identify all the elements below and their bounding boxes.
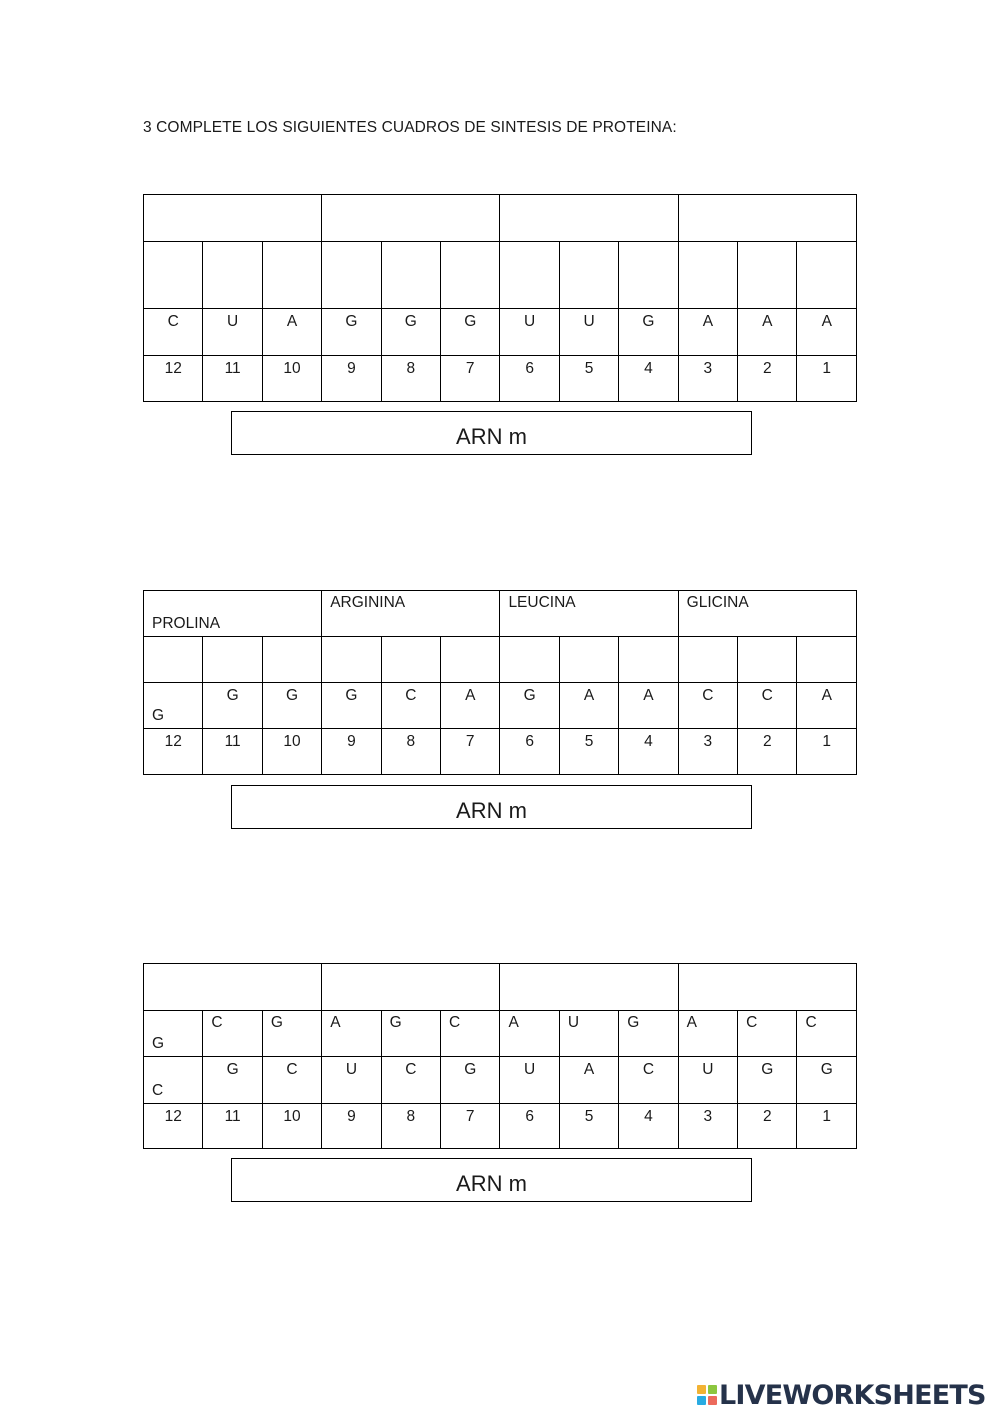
position-number-cell: 3 [678, 1104, 737, 1149]
amino-acid-cell: LEUCINA [500, 591, 678, 637]
logo-tile [697, 1385, 706, 1394]
base-cell: U [559, 309, 618, 356]
base-cell: C [381, 683, 440, 729]
base-cell: G [322, 683, 381, 729]
position-number-cell: 4 [619, 1104, 678, 1149]
position-number-cell: 4 [619, 729, 678, 775]
base-cell: G [322, 309, 381, 356]
base-cell: C [678, 683, 737, 729]
arn-m-label-box: ARN m [231, 1158, 752, 1202]
position-number-cell: 5 [559, 356, 618, 402]
amino-acid-cell: PROLINA [144, 591, 322, 637]
base-cell: A [678, 1011, 737, 1057]
base-cell: G [144, 683, 203, 729]
base-cell[interactable] [441, 242, 500, 309]
position-number-cell: 8 [381, 356, 440, 402]
base-cell: U [559, 1011, 618, 1057]
base-cell[interactable] [738, 242, 797, 309]
base-cell: G [738, 1057, 797, 1104]
amino-acid-cell[interactable] [322, 195, 500, 242]
base-cell: C [144, 1057, 203, 1104]
position-number-cell: 1 [797, 356, 857, 402]
base-cell: A [500, 1011, 559, 1057]
base-cell: C [203, 1011, 262, 1057]
base-cell: G [441, 1057, 500, 1104]
position-number-cell: 11 [203, 356, 262, 402]
position-number-cell: 2 [738, 729, 797, 775]
base-cell[interactable] [144, 242, 203, 309]
base-cell: G [797, 1057, 857, 1104]
base-cell: C [381, 1057, 440, 1104]
base-cell[interactable] [203, 242, 262, 309]
protein-synthesis-table-1 [143, 194, 857, 402]
position-number-cell: 3 [678, 356, 737, 402]
base-cell[interactable] [797, 637, 857, 683]
position-number-cell: 9 [322, 729, 381, 775]
base-cell: G [381, 1011, 440, 1057]
base-cell: G [619, 1011, 678, 1057]
position-number-cell: 12 [144, 1104, 203, 1149]
position-number-cell: 5 [559, 729, 618, 775]
protein-synthesis-table-3 [143, 963, 857, 1149]
base-cell: A [797, 683, 857, 729]
base-cell[interactable] [559, 637, 618, 683]
base-cell: A [797, 309, 857, 356]
base-cell[interactable] [678, 242, 737, 309]
position-number-cell: 7 [441, 729, 500, 775]
amino-acid-cell: ARGININA [322, 591, 500, 637]
base-cell: A [619, 683, 678, 729]
position-number-cell: 9 [322, 1104, 381, 1149]
position-number-cell: 1 [797, 729, 857, 775]
base-cell: G [619, 309, 678, 356]
base-cell: C [738, 683, 797, 729]
logo-tile [708, 1396, 717, 1405]
position-number-cell: 4 [619, 356, 678, 402]
base-cell: G [203, 683, 262, 729]
base-cell[interactable] [500, 242, 559, 309]
position-number-cell: 7 [441, 1104, 500, 1149]
logo-tile [708, 1385, 717, 1394]
position-number-cell: 6 [500, 1104, 559, 1149]
arn-m-label-box: ARN m [231, 785, 752, 829]
base-cell: C [441, 1011, 500, 1057]
position-number-cell: 8 [381, 729, 440, 775]
base-cell: G [441, 309, 500, 356]
base-cell[interactable] [619, 242, 678, 309]
position-number-cell: 6 [500, 729, 559, 775]
base-cell: G [381, 309, 440, 356]
base-cell[interactable] [262, 242, 321, 309]
base-cell[interactable] [381, 242, 440, 309]
base-cell: A [738, 309, 797, 356]
amino-acid-cell: GLICINA [678, 591, 856, 637]
base-cell: A [262, 309, 321, 356]
position-number-cell: 5 [559, 1104, 618, 1149]
amino-acid-cell[interactable] [678, 964, 856, 1011]
base-cell: G [262, 1011, 321, 1057]
protein-synthesis-table-2 [143, 590, 857, 775]
liveworksheets-brand-text: LIVEWORKSHEETS [719, 1379, 986, 1411]
position-number-cell: 10 [262, 356, 321, 402]
base-cell: A [559, 683, 618, 729]
base-cell: U [678, 1057, 737, 1104]
base-cell: U [500, 309, 559, 356]
base-cell: G [262, 683, 321, 729]
base-cell: C [619, 1057, 678, 1104]
position-number-cell: 7 [441, 356, 500, 402]
amino-acid-cell[interactable] [500, 964, 678, 1011]
base-cell[interactable] [678, 637, 737, 683]
base-cell: U [500, 1057, 559, 1104]
base-cell: A [678, 309, 737, 356]
base-cell: A [322, 1011, 381, 1057]
base-cell[interactable] [262, 637, 321, 683]
base-cell[interactable] [203, 637, 262, 683]
arn-m-label-box: ARN m [231, 411, 752, 455]
position-number-cell: 12 [144, 729, 203, 775]
base-cell[interactable] [144, 637, 203, 683]
liveworksheets-logo [697, 1378, 986, 1412]
logo-tile [697, 1396, 706, 1405]
base-cell[interactable] [619, 637, 678, 683]
base-cell[interactable] [797, 242, 857, 309]
base-cell[interactable] [500, 637, 559, 683]
position-number-cell: 11 [203, 1104, 262, 1149]
position-number-cell: 2 [738, 356, 797, 402]
base-cell: G [144, 1011, 203, 1057]
amino-acid-cell[interactable] [678, 195, 856, 242]
base-cell: C [144, 309, 203, 356]
base-cell[interactable] [322, 242, 381, 309]
base-cell: A [441, 683, 500, 729]
position-number-cell: 6 [500, 356, 559, 402]
base-cell[interactable] [559, 242, 618, 309]
base-cell[interactable] [441, 637, 500, 683]
amino-acid-cell[interactable] [322, 964, 500, 1011]
position-number-cell: 11 [203, 729, 262, 775]
base-cell: U [322, 1057, 381, 1104]
position-number-cell: 9 [322, 356, 381, 402]
base-cell: C [738, 1011, 797, 1057]
base-cell: U [203, 309, 262, 356]
base-cell[interactable] [381, 637, 440, 683]
base-cell[interactable] [738, 637, 797, 683]
base-cell: G [500, 683, 559, 729]
liveworksheets-logo-icon [697, 1385, 717, 1405]
base-cell[interactable] [322, 637, 381, 683]
position-number-cell: 8 [381, 1104, 440, 1149]
position-number-cell: 3 [678, 729, 737, 775]
amino-acid-cell[interactable] [144, 964, 322, 1011]
amino-acid-cell[interactable] [500, 195, 678, 242]
base-cell: A [559, 1057, 618, 1104]
base-cell: C [262, 1057, 321, 1104]
base-cell: G [203, 1057, 262, 1104]
instruction-text: 3 COMPLETE LOS SIGUIENTES CUADROS DE SINTESIS DE PROTEINA: [143, 119, 677, 136]
amino-acid-cell[interactable] [144, 195, 322, 242]
base-cell: C [797, 1011, 857, 1057]
position-number-cell: 1 [797, 1104, 857, 1149]
position-number-cell: 10 [262, 729, 321, 775]
position-number-cell: 2 [738, 1104, 797, 1149]
position-number-cell: 10 [262, 1104, 321, 1149]
position-number-cell: 12 [144, 356, 203, 402]
